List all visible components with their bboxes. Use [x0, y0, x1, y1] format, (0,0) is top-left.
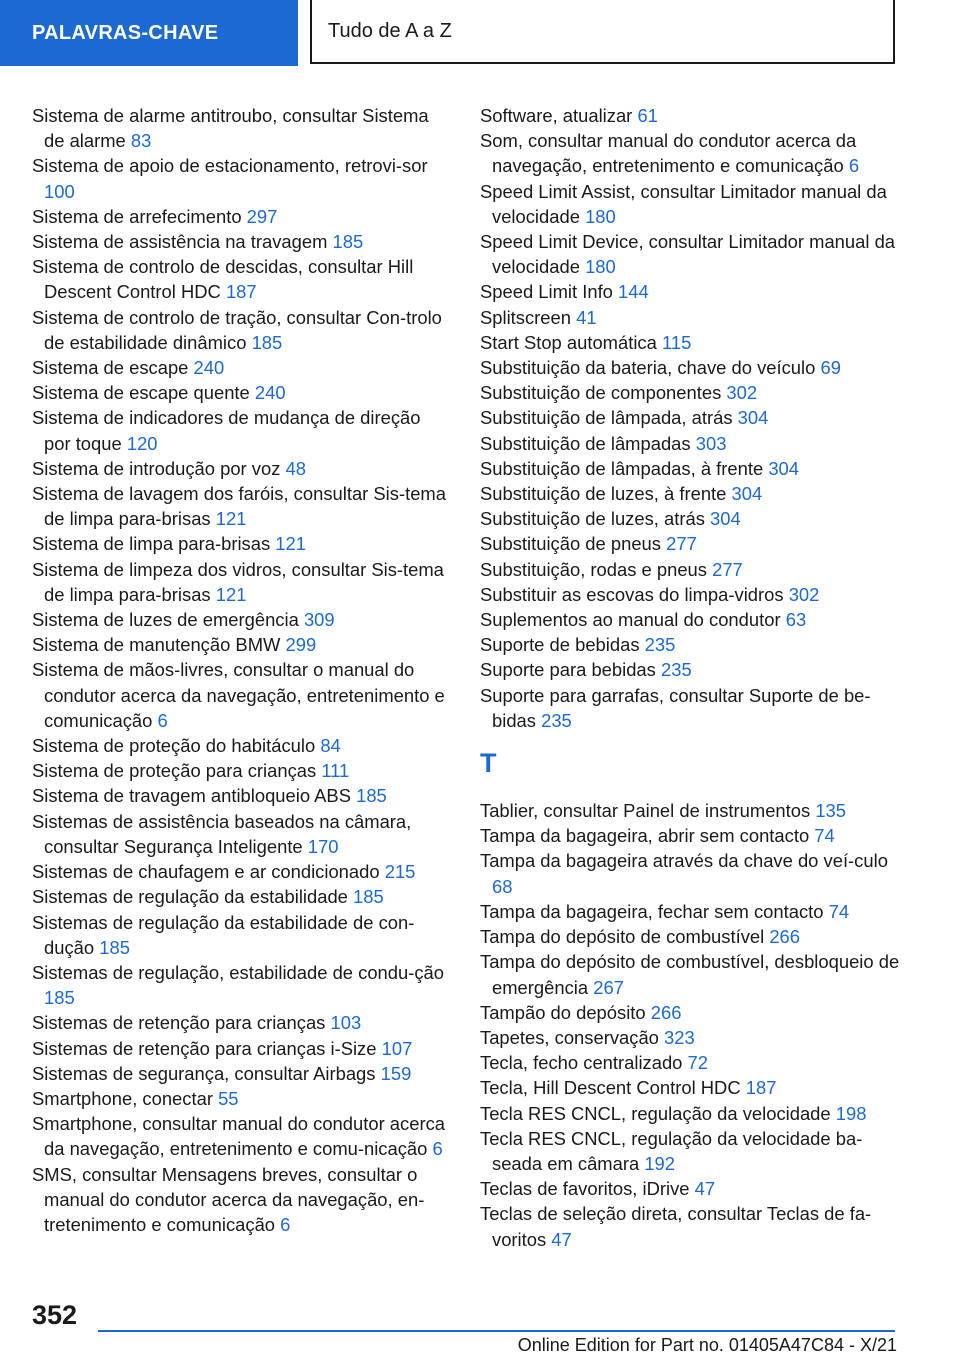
index-entry-term: Tampa da bagageira, fechar sem contacto	[480, 900, 824, 922]
index-entry-term: Suplementos ao manual do condutor	[480, 609, 781, 631]
index-entry	[32, 557, 447, 607]
index-entry-term: Speed Limit Assist, consultar Limitador manual da velocidade	[480, 180, 887, 227]
index-entry-term: Sistema de assistência na travagem	[32, 231, 328, 253]
index-entry-term: Sistemas de retenção para crianças i-Size	[32, 1037, 377, 1059]
index-entry-term: Sistema de apoio de estacionamento, retrovi-sor	[32, 155, 428, 177]
index-entry	[480, 949, 905, 999]
page-reference-link[interactable]: 74	[814, 825, 835, 847]
index-entry	[32, 657, 447, 733]
index-entry-term: Tampão do depósito	[480, 1001, 646, 1023]
index-entry	[480, 506, 905, 531]
index-entry	[32, 733, 447, 758]
index-group-t	[480, 798, 905, 1252]
index-entry	[480, 380, 905, 405]
page-reference-link[interactable]: 235	[541, 709, 572, 731]
index-entry	[480, 899, 905, 924]
index-entry-term: Substituição de lâmpadas	[480, 432, 691, 454]
index-entry-term: Sistemas de regulação, estabilidade de condu-ção	[32, 961, 445, 983]
index-entry	[32, 859, 447, 884]
index-entry	[32, 632, 447, 657]
index-entry-term: Sistemas de regulação da estabilidade	[32, 886, 348, 908]
page-reference-link[interactable]: 277	[666, 533, 697, 555]
page-reference-link[interactable]: 180	[585, 256, 616, 278]
page-reference-link[interactable]: 235	[644, 634, 676, 656]
edition-note: Online Edition for Part no. 01405A47C84 - X/21	[517, 1335, 897, 1355]
page-reference-link[interactable]: 100	[44, 180, 75, 202]
page-reference-link[interactable]: 198	[835, 1102, 867, 1124]
index-entry-term: Tapetes, conservação	[480, 1026, 659, 1048]
index-entry-term: Start Stop automática	[480, 331, 657, 353]
page-reference-link[interactable]: 277	[712, 558, 743, 580]
index-entry-term: Sistema de indicadores de mudança de direção por toque	[32, 407, 421, 454]
index-entry-term: Speed Limit Info	[480, 281, 613, 303]
page-reference-link[interactable]: 111	[321, 760, 350, 782]
index-entry-term: Tampa do depósito de combustível	[480, 926, 765, 948]
page-reference-link[interactable]: 266	[769, 926, 801, 948]
index-entry-term: Substituição da bateria, chave do veículo	[480, 357, 816, 379]
index-entry	[32, 1111, 447, 1161]
index-column-right	[480, 103, 905, 1252]
page-reference-link[interactable]: 6	[848, 155, 860, 177]
index-entry	[32, 531, 447, 556]
page-reference-link[interactable]: 309	[303, 609, 335, 631]
index-entry-term: Sistema de limpa para-brisas	[32, 533, 271, 555]
index-entry	[480, 179, 905, 229]
page-reference-link[interactable]: 185	[353, 886, 384, 908]
index-entry-term: Sistema de escape	[32, 357, 189, 379]
index-entry	[480, 848, 905, 898]
index-entry-term: Sistema de escape quente	[32, 382, 250, 404]
section-tab: PALAVRAS-CHAVE	[0, 0, 298, 66]
page-reference-link[interactable]: 302	[726, 382, 758, 404]
index-entry	[480, 1050, 905, 1075]
index-entry	[480, 355, 905, 380]
index-entry-term: Tecla, fecho centralizado	[480, 1052, 683, 1074]
page-reference-link[interactable]: 135	[815, 800, 846, 822]
index-entry-term: Tecla RES CNCL, regulação da velocidade	[480, 1102, 831, 1124]
index-entry	[32, 204, 447, 229]
index-entry	[480, 431, 905, 456]
index-entry-term: Suporte de bebidas	[480, 634, 640, 656]
index-entry	[480, 1075, 905, 1100]
index-entry-term: Sistemas de regulação da estabilidade de con-dução	[32, 911, 415, 958]
page-reference-link[interactable]: 170	[307, 835, 339, 857]
index-entry-term: Substituição de luzes, à frente	[480, 483, 727, 505]
index-entry-term: Sistema de travagem antibloqueio ABS	[32, 785, 351, 807]
page-reference-link[interactable]: 240	[193, 357, 225, 379]
page-reference-link[interactable]: 159	[380, 1062, 412, 1084]
index-entry-term: Suporte para bebidas	[480, 659, 656, 681]
index-entry-term: Sistemas de segurança, consultar Airbags	[32, 1062, 376, 1084]
page-reference-link[interactable]: 297	[246, 205, 278, 227]
index-entry	[480, 582, 905, 607]
index-entry	[480, 330, 905, 355]
section-letter-heading: T	[480, 748, 497, 779]
page-reference-link[interactable]: 185	[99, 936, 130, 958]
page-reference-link[interactable]: 302	[788, 583, 820, 605]
index-entry	[32, 1162, 447, 1238]
page-reference-link[interactable]: 235	[661, 659, 692, 681]
index-entry	[480, 531, 905, 556]
index-entry	[32, 405, 447, 455]
index-entry	[32, 783, 447, 808]
index-entry-term: Substituir as escovas do limpa-vidros	[480, 583, 784, 605]
chapter-title: Tudo de A a Z	[310, 0, 895, 64]
index-entry	[32, 1010, 447, 1035]
index-entry	[480, 632, 905, 657]
page-reference-link[interactable]: 240	[254, 382, 286, 404]
index-entry	[480, 557, 905, 582]
index-entry	[480, 823, 905, 848]
index-entry-term: Sistemas de retenção para crianças	[32, 1012, 326, 1034]
index-entry	[480, 481, 905, 506]
index-entry-term: Splitscreen	[480, 306, 571, 328]
index-entry	[480, 279, 905, 304]
index-entry-term: Sistemas de assistência baseados na câmara, consultar Segurança Inteligente	[32, 810, 412, 857]
index-entry	[32, 305, 447, 355]
page-reference-link[interactable]: 185	[356, 785, 387, 807]
page-reference-link[interactable]: 180	[585, 205, 616, 227]
page-reference-link[interactable]: 55	[218, 1087, 239, 1109]
index-entry-term: Sistema de limpeza dos vidros, consultar Sis-tema de limpa para-brisas	[32, 558, 444, 605]
page-reference-link[interactable]: 107	[381, 1037, 413, 1059]
page-reference-link[interactable]: 47	[551, 1228, 572, 1250]
index-entry	[32, 809, 447, 859]
index-entry	[480, 103, 905, 128]
index-entry-term: Substituição de pneus	[480, 533, 661, 555]
page-reference-link[interactable]: 120	[126, 432, 158, 454]
index-entry-term: Substituição de componentes	[480, 382, 722, 404]
index-entry-term: Substituição de lâmpada, atrás	[480, 407, 733, 429]
index-entry-term: Substituição de lâmpadas, à frente	[480, 457, 764, 479]
index-entry-term: Sistema de luzes de emergência	[32, 609, 299, 631]
index-entry	[32, 229, 447, 254]
page-reference-link[interactable]: 72	[687, 1052, 709, 1074]
page-reference-link[interactable]: 48	[285, 457, 307, 479]
page-reference-link[interactable]: 121	[215, 583, 247, 605]
index-entry-term: Teclas de favoritos, iDrive	[480, 1178, 690, 1200]
index-entry-term: Tampa da bagageira, abrir sem contacto	[480, 825, 810, 847]
footer-divider	[98, 1330, 895, 1332]
page-reference-link[interactable]: 68	[492, 875, 513, 897]
page-reference-link[interactable]: 103	[330, 1012, 362, 1034]
page-reference-link[interactable]: 304	[737, 407, 769, 429]
page-reference-link[interactable]: 185	[251, 331, 283, 353]
index-entry	[480, 607, 905, 632]
index-group-s	[480, 103, 905, 733]
index-entry	[480, 798, 905, 823]
index-entry-term: Smartphone, conectar	[32, 1087, 213, 1109]
page-reference-link[interactable]: 115	[661, 331, 692, 353]
index-entry-term: Sistemas de chaufagem e ar condicionado	[32, 861, 380, 883]
index-entry	[480, 1201, 905, 1251]
page-reference-link[interactable]: 187	[225, 281, 257, 303]
page-reference-link[interactable]: 266	[650, 1001, 682, 1023]
index-entry-term: Speed Limit Device, consultar Limitador manual da velocidade	[480, 231, 896, 278]
index-entry	[480, 305, 905, 330]
page-reference-link[interactable]: 63	[785, 609, 807, 631]
index-entry	[32, 607, 447, 632]
page-reference-link[interactable]: 192	[644, 1152, 676, 1174]
index-entry-term: SMS, consultar Mensagens breves, consultar o manual do condutor acerca da navegação, en-tretenimento e comunicação	[32, 1163, 425, 1235]
page-reference-link[interactable]: 69	[820, 357, 841, 379]
page-reference-link[interactable]: 304	[768, 457, 799, 479]
index-entry	[480, 1176, 905, 1201]
index-entry-term: Teclas de seleção direta, consultar Teclas de fa-voritos	[480, 1203, 872, 1250]
index-entry-term: Sistema de introdução por voz	[32, 457, 281, 479]
index-entry-term: Sistema de arrefecimento	[32, 205, 242, 227]
index-entry	[480, 128, 905, 178]
page-reference-link[interactable]: 6	[157, 709, 168, 731]
index-column-left	[32, 103, 447, 1237]
index-entry-term: Som, consultar manual do condutor acerca da navegação, entretenimento e comunicação	[480, 130, 857, 177]
page-reference-link[interactable]: 74	[828, 900, 850, 922]
index-entry-term: Tampa do depósito de combustível, desbloqueio de emergência	[480, 951, 900, 998]
index-entry-term: Sistema de lavagem dos faróis, consultar Sis-tema de limpa para-brisas	[32, 483, 446, 530]
index-entry	[32, 758, 447, 783]
index-entry	[480, 1126, 905, 1176]
page-reference-link[interactable]: 144	[618, 281, 649, 303]
index-entry-term: Sistema de alarme antitroubo, consultar Sistema de alarme	[32, 105, 429, 152]
index-entry	[480, 657, 905, 682]
page-reference-link[interactable]: 187	[745, 1077, 777, 1099]
index-entry	[32, 153, 447, 203]
index-entry-term: Tecla, Hill Descent Control HDC	[480, 1077, 741, 1099]
index-entry-term: Sistema de controlo de descidas, consultar Hill Descent Control HDC	[32, 256, 414, 303]
index-entry-term: Tablier, consultar Painel de instrumentos	[480, 800, 811, 822]
index-entry	[480, 1101, 905, 1126]
index-entry	[480, 1000, 905, 1025]
page-reference-link[interactable]: 6	[280, 1213, 291, 1235]
page-reference-link[interactable]: 41	[576, 306, 597, 328]
page-reference-link[interactable]: 121	[275, 533, 306, 555]
index-entry	[480, 683, 905, 733]
page-reference-link[interactable]: 61	[637, 105, 658, 126]
index-entry-term: Sistema de mãos-livres, consultar o manual do condutor acerca da navegação, entretenimento e comunicação	[32, 659, 445, 731]
page-number: 352	[32, 1300, 78, 1330]
page-reference-link[interactable]: 323	[664, 1026, 695, 1048]
index-entry-term: Sistema de proteção do habitáculo	[32, 735, 316, 757]
page-reference-link[interactable]: 303	[695, 432, 727, 454]
page-reference-link[interactable]: 83	[130, 130, 152, 152]
index-entry	[32, 1086, 447, 1111]
page-reference-link[interactable]: 185	[44, 987, 75, 1009]
index-entry	[32, 1036, 447, 1061]
page-reference-link[interactable]: 6	[432, 1138, 443, 1160]
index-entry-term: Sistema de proteção para crianças	[32, 760, 317, 782]
index-entry	[32, 1061, 447, 1086]
index-entry-term: Suporte para garrafas, consultar Suporte de be-bidas	[480, 684, 871, 731]
index-entry	[32, 910, 447, 960]
index-entry	[480, 924, 905, 949]
index-entry-term: Software, atualizar	[480, 105, 633, 126]
index-entry	[32, 254, 447, 304]
index-entry	[32, 960, 447, 1010]
page-reference-link[interactable]: 267	[593, 976, 624, 998]
index-entry-term: Tecla RES CNCL, regulação da velocidade ba-seada em câmara	[480, 1127, 863, 1174]
index-entry-term: Substituição, rodas e pneus	[480, 558, 707, 580]
index-entry	[480, 1025, 905, 1050]
index-entry-term: Smartphone, consultar manual do condutor acerca da navegação, entretenimento e comu-nicação	[32, 1113, 446, 1160]
page-reference-link[interactable]: 215	[384, 861, 416, 883]
index-entry	[480, 456, 905, 481]
index-entry	[32, 456, 447, 481]
page-reference-link[interactable]: 121	[215, 508, 247, 530]
page-reference-link[interactable]: 304	[710, 508, 741, 530]
index-entry-term: Sistema de controlo de tração, consultar Con-trolo de estabilidade dinâmico	[32, 306, 442, 353]
index-entry	[480, 229, 905, 279]
index-entry	[32, 355, 447, 380]
page-header	[0, 0, 960, 66]
page-reference-link[interactable]: 185	[332, 231, 364, 253]
page-reference-link[interactable]: 47	[694, 1178, 716, 1200]
index-entry	[32, 380, 447, 405]
index-entry	[32, 481, 447, 531]
page-reference-link[interactable]: 304	[731, 483, 763, 505]
index-entry-term: Substituição de luzes, atrás	[480, 508, 705, 530]
index-entry-term: Sistema de manutenção BMW	[32, 634, 281, 656]
page-reference-link[interactable]: 84	[320, 735, 341, 757]
index-entry-term: Tampa da bagageira através da chave do veí-culo	[480, 850, 888, 872]
index-entry	[480, 405, 905, 430]
page-reference-link[interactable]: 299	[285, 634, 317, 656]
index-entry	[32, 884, 447, 909]
index-entry	[32, 103, 447, 153]
